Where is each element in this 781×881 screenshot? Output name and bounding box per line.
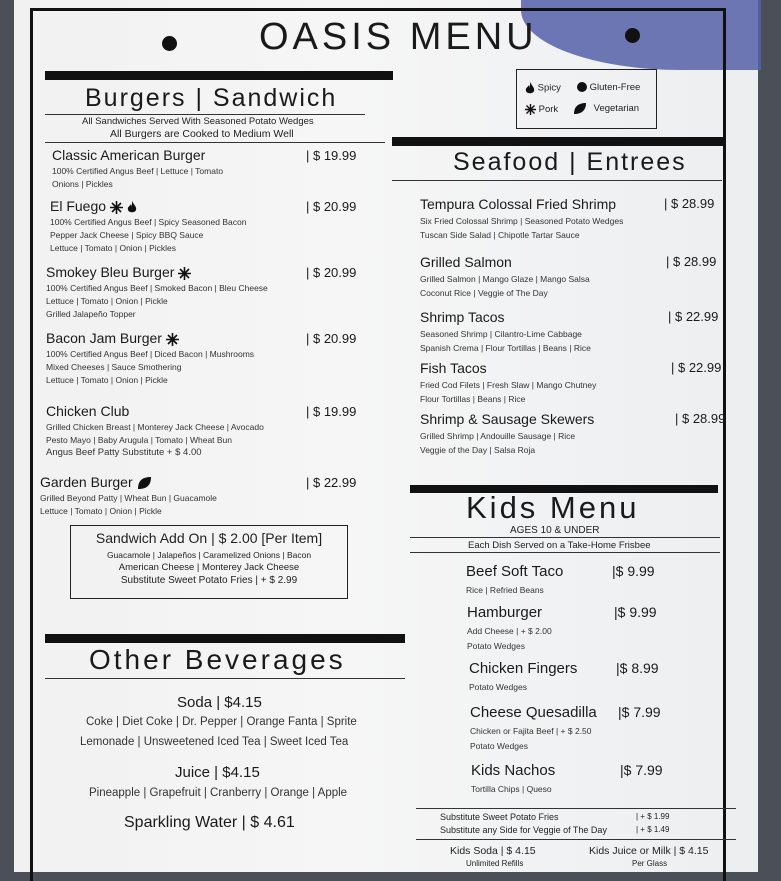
- seafood-item-desc: Tuscan Side Salad | Chipotle Tartar Sauce: [420, 230, 580, 240]
- kids-item-desc: Potato Wedges: [469, 682, 527, 692]
- seafood-item-desc: Six Fried Colossal Shrimp | Seasoned Potato Wedges: [420, 216, 624, 226]
- kids-item-name: Hamburger: [467, 604, 543, 621]
- asterisk-icon: [110, 201, 123, 214]
- seafood-item-desc: Seasoned Shrimp | Cilantro-Lime Cabbage: [420, 329, 582, 339]
- decorative-dot-left: [162, 36, 177, 51]
- burger-item-price: | $ 19.99: [306, 404, 357, 419]
- seafood-item-name: Grilled Salmon: [420, 254, 512, 270]
- burger-item-price: | $ 22.99: [306, 475, 357, 490]
- beverages-heading: Other Beverages: [89, 644, 346, 675]
- burger-item-desc: Lettuce | Tomato | Onion | Pickles: [50, 243, 177, 253]
- burger-item-desc: Angus Beef Patty Substitute + $ 4.00: [46, 447, 202, 458]
- burger-item-name: Chicken Club: [46, 403, 130, 419]
- burger-item-name: Smokey Bleu Burger: [46, 264, 191, 280]
- legend-spicy: Spicy: [525, 82, 561, 94]
- seafood-item-price: | $ 22.99: [671, 360, 722, 375]
- soda-options-2: Lemonade | Unsweetened Iced Tea | Sweet Iced Tea: [80, 736, 349, 748]
- burger-item-desc: Lettuce | Tomato | Onion | Pickle: [40, 506, 162, 516]
- burgers-note-1: All Sandwiches Served With Seasoned Potato Wedges: [82, 116, 314, 127]
- seafood-item-desc: Flour Tortillas | Beans | Rice: [420, 394, 526, 404]
- kids-item-desc: Chicken or Fajita Beef | + $ 2.50: [470, 726, 592, 736]
- seafood-item-name: Shrimp & Sausage Skewers: [420, 411, 595, 427]
- beverages-bar: [45, 634, 405, 643]
- kids-item-price: |$ 8.99: [616, 660, 659, 676]
- kids-served-underline: [410, 552, 720, 553]
- juice-label: Juice | $4.15: [175, 764, 260, 781]
- seafood-item-price: | $ 22.99: [668, 309, 719, 324]
- kids-sub-bottomline: [416, 839, 736, 840]
- kids-sub-1: Substitute Sweet Potato Fries: [440, 812, 559, 822]
- seafood-item-price: | $ 28.99: [675, 411, 726, 426]
- seafood-bar: [392, 137, 724, 146]
- kids-served-note: Each Dish Served on a Take-Home Frisbee: [468, 540, 651, 551]
- flame-icon: [525, 82, 535, 94]
- kids-ages: AGES 10 & UNDER: [510, 525, 600, 536]
- decorative-dot-right: [625, 28, 640, 43]
- burger-item-desc: Lettuce | Tomato | Onion | Pickle: [46, 296, 168, 306]
- burger-item-desc: 100% Certified Angus Beef | Spicy Seasoned Bacon: [50, 217, 247, 227]
- burgers-heading: Burgers | Sandwich: [85, 84, 338, 112]
- seafood-item-desc: Veggie of the Day | Salsa Roja: [420, 445, 536, 455]
- kids-juice-note: Per Glass: [632, 859, 668, 868]
- leaf-icon: [573, 102, 587, 115]
- burger-item-desc: Grilled Jalapeño Topper: [46, 309, 136, 319]
- burger-item-desc: 100% Certified Angus Beef | Diced Bacon | Mushrooms: [46, 349, 255, 359]
- beverages-underline: [45, 678, 405, 679]
- kids-item-price: |$ 7.99: [620, 762, 663, 778]
- kids-item-price: |$ 7.99: [618, 704, 661, 720]
- legend-box: [516, 69, 657, 129]
- seafood-item-desc: Grilled Salmon | Mango Glaze | Mango Salsa: [420, 274, 590, 284]
- kids-item-desc: Potato Wedges: [470, 741, 528, 751]
- kids-sub-1-price: | + $ 1.99: [636, 812, 670, 821]
- seafood-heading: Seafood | Entrees: [453, 148, 687, 176]
- burger-item-desc: 100% Certified Angus Beef | Smoked Bacon | Bleu Cheese: [46, 283, 268, 293]
- seafood-item-price: | $ 28.99: [664, 196, 715, 211]
- seafood-item-desc: Fried Cod Filets | Fresh Slaw | Mango Chutney: [420, 380, 597, 390]
- seafood-item-price: | $ 28.99: [666, 254, 717, 269]
- kids-item-price: |$ 9.99: [614, 604, 657, 620]
- kids-sub-topline: [416, 808, 736, 809]
- seafood-item-desc: Grilled Shrimp | Andouille Sausage | Rice: [420, 431, 576, 441]
- burger-item-desc: Lettuce | Tomato | Onion | Pickle: [46, 375, 168, 385]
- burger-item-desc: Mixed Cheeses | Sauce Smothering: [46, 362, 182, 372]
- addon-line-3: Substitute Sweet Potato Fries | + $ 2.99: [120, 575, 298, 586]
- burger-item-name: El Fuego: [50, 198, 137, 214]
- legend-pork: Pork: [525, 104, 558, 115]
- legend-vegetarian: Vegetarian: [573, 102, 639, 115]
- kids-ages-underline: [410, 537, 720, 538]
- soda-options-1: Coke | Diet Coke | Dr. Pepper | Orange Fanta | Sprite: [86, 716, 357, 728]
- burger-item-desc: Pepper Jack Cheese | Spicy BBQ Sauce: [50, 230, 204, 240]
- seafood-item-desc: Spanish Crema | Flour Tortillas | Beans | Rice: [420, 343, 591, 353]
- burgers-note-underline: [45, 142, 385, 143]
- burgers-note-2: All Burgers are Cooked to Medium Well: [110, 128, 294, 140]
- juice-options: Pineapple | Grapefruit | Cranberry | Orange | Apple: [89, 787, 348, 799]
- burger-item-name: Bacon Jam Burger: [46, 330, 179, 346]
- kids-sub-2-price: | + $ 1.49: [636, 825, 670, 834]
- seafood-underline: [392, 180, 722, 181]
- addon-box: [70, 525, 348, 599]
- kids-item-name: Chicken Fingers: [469, 660, 578, 677]
- burger-item-price: | $ 20.99: [306, 331, 357, 346]
- burger-item-desc: 100% Certified Angus Beef | Lettuce | Tomato: [52, 166, 224, 176]
- burger-item-name: Classic American Burger: [52, 147, 206, 163]
- addon-line-1: Guacamole | Jalapeños | Caramelized Onions | Bacon: [106, 550, 312, 560]
- burger-item-price: | $ 20.99: [306, 265, 357, 280]
- burger-item-price: | $ 20.99: [306, 199, 357, 214]
- kids-item-price: |$ 9.99: [612, 563, 655, 579]
- seafood-item-name: Shrimp Tacos: [420, 309, 505, 325]
- burger-item-desc: Grilled Beyond Patty | Wheat Bun | Guacamole: [40, 493, 217, 503]
- kids-item-name: Kids Nachos: [471, 762, 556, 779]
- asterisk-icon: [166, 333, 179, 346]
- seafood-item-name: Tempura Colossal Fried Shrimp: [420, 196, 617, 212]
- burger-item-desc: Onions | Pickles: [52, 179, 113, 189]
- asterisk-icon: [178, 267, 191, 280]
- kids-item-name: Beef Soft Taco: [466, 563, 564, 580]
- burger-item-price: | $ 19.99: [306, 148, 357, 163]
- kids-sub-2: Substitute any Side for Veggie of The Day: [440, 825, 607, 835]
- burgers-underline: [45, 114, 365, 115]
- kids-soda: Kids Soda | $ 4.15: [450, 845, 536, 857]
- addon-title: Sandwich Add On | $ 2.00 [Per Item]: [95, 530, 323, 546]
- asterisk-icon: [525, 104, 536, 115]
- burger-item-desc: Pesto Mayo | Baby Arugula | Tomato | Wheat Bun: [46, 435, 233, 445]
- soda-label: Soda | $4.15: [177, 694, 262, 711]
- kids-juice: Kids Juice or Milk | $ 4.15: [589, 845, 709, 857]
- seafood-item-desc: Coconut Rice | Veggie of The Day: [420, 288, 548, 298]
- kids-item-desc: Tortilla Chips | Queso: [471, 784, 552, 794]
- addon-line-2: American Cheese | Monterey Jack Cheese: [118, 562, 300, 573]
- burgers-bar: [45, 71, 393, 80]
- flame-icon: [127, 201, 137, 214]
- kids-heading: Kids Menu: [466, 490, 640, 525]
- leaf-icon: [137, 476, 152, 490]
- kids-item-desc: Rice | Refried Beans: [466, 585, 544, 595]
- kids-soda-note: Unlimited Refills: [466, 859, 524, 868]
- seafood-item-name: Fish Tacos: [420, 360, 487, 376]
- kids-item-name: Cheese Quesadilla: [470, 704, 597, 721]
- kids-item-desc: Add Cheese | + $ 2.00: [467, 626, 552, 636]
- sparkling-water: Sparkling Water | $ 4.61: [124, 814, 295, 831]
- legend-gluten-free: Gluten-Free: [577, 82, 640, 93]
- circle-icon: [577, 82, 587, 92]
- burger-item-desc: Grilled Chicken Breast | Monterey Jack Cheese | Avocado: [46, 422, 264, 432]
- kids-item-desc: Potato Wedges: [467, 641, 525, 651]
- menu-title: OASIS MENU: [259, 16, 538, 58]
- burger-item-name: Garden Burger: [40, 474, 152, 490]
